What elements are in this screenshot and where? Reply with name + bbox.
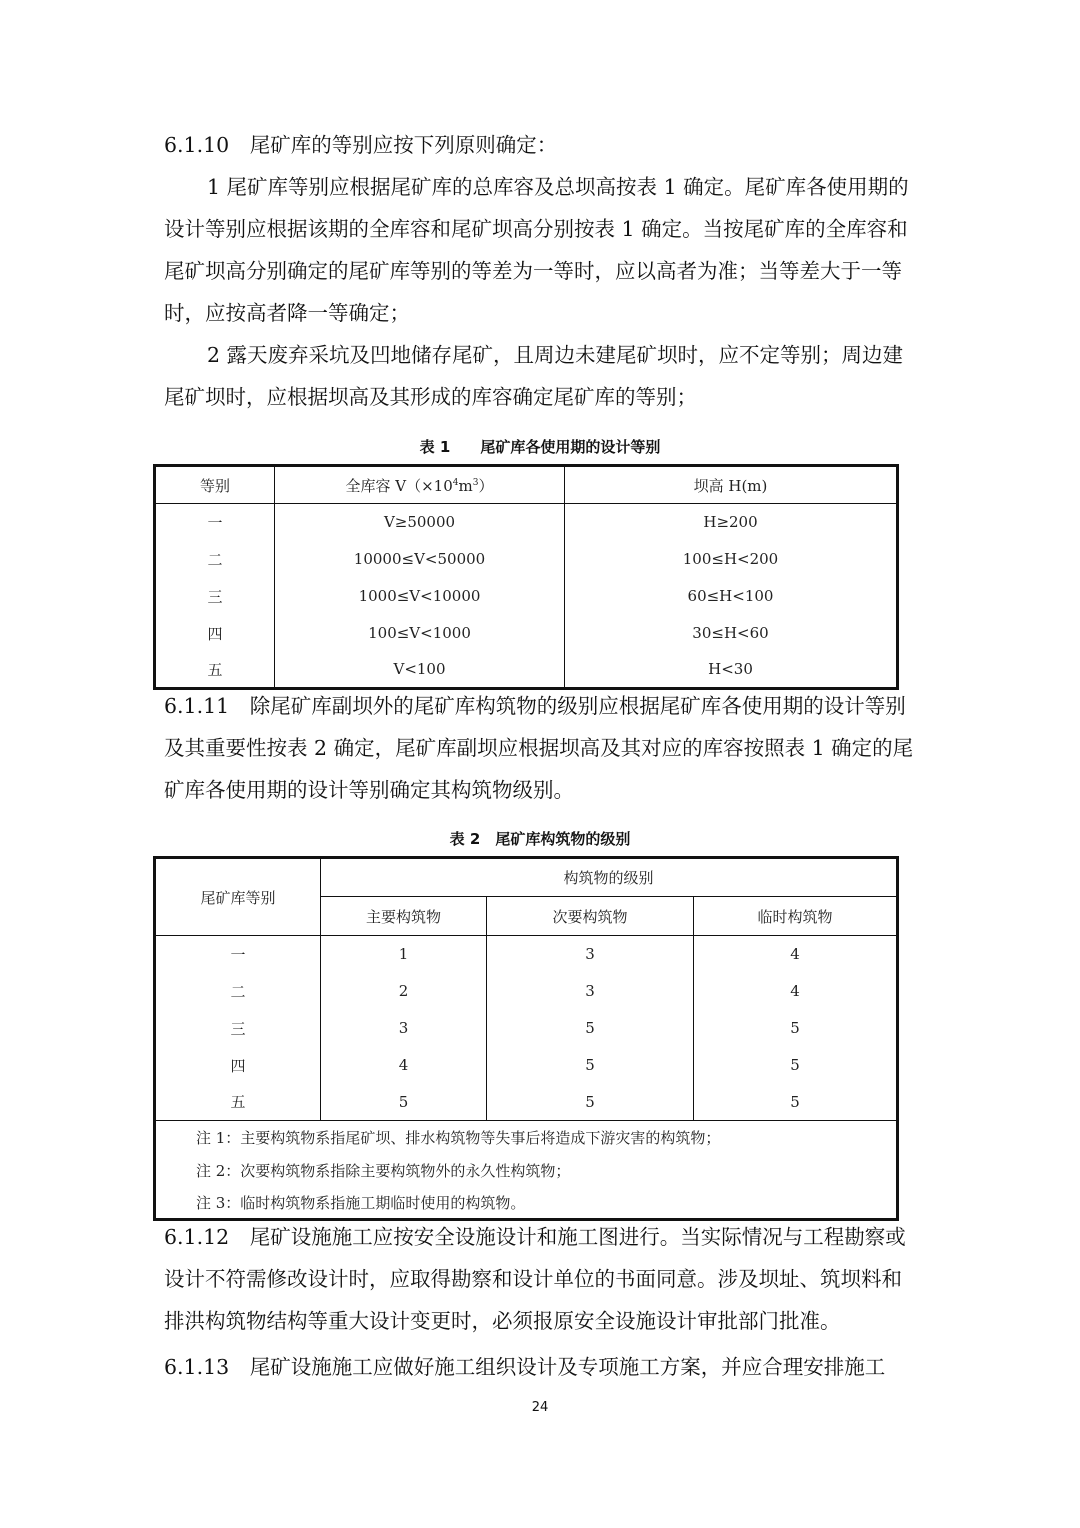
table-1-cell: 一 [207,513,223,532]
table-1-caption: 表 1 尾矿库各使用期的设计等别 [419,438,661,456]
table-1-cell: 三 [207,587,223,606]
table-2-cell: 一 [230,945,246,964]
table-2-header-grade: 尾矿库等别 [155,858,321,936]
table-row [155,504,898,541]
section-6-1-12: 6.1.12 尾矿设施施工应按安全设施设计和施工图进行。当实际情况与工程勘察或设计不符需修改设计时，应取得勘察和设计单位的书面同意。涉及坝址、筑坝料和排洪构筑物结构等重大设计变更时，必须报原安全设施设计审批部门批准。 [164,1225,906,1333]
table-1-cell: 100≤H<200 [565,541,898,578]
table-2-cell: 4 [694,973,898,1010]
table-2-cell: 二 [230,982,246,1001]
table-2-caption: 表 2 尾矿库构筑物的级别 [449,830,631,848]
page-number: 24 [531,1400,549,1415]
table-1-cell: 60≤H<100 [565,578,898,615]
table-1-cell: H<30 [565,652,898,689]
table-2-note-2: 注 2：次要构筑物系指除主要构筑物外的永久性构筑物； [196,1161,571,1180]
table-2-cell: 5 [694,1084,898,1121]
table-row [155,1084,898,1121]
table-row [155,936,898,973]
table-row [155,652,898,689]
table-1-header-capacity: 全库容 $V(\times 10^4m^3)$ [275,466,565,504]
table-2-header-secondary: 次要构筑物 [487,897,694,936]
table-row [155,1047,898,1084]
table-row [155,973,898,1010]
table-1-cell: 1000≤V<10000 [275,578,565,615]
section-6-1-10-item-1: 1 尾矿库等别应根据尾矿库的总库容及总坝高按表 1 确定。尾矿库各使用期的设计等别应根据该期的全库容和尾矿坝高分别按表 1 确定。当按尾矿库的全库容和尾矿坝高分别确定的尾矿库等别的等差为一等时，应以高者为准；当等差大于一等时，应按高者降一等确定； [164,175,909,325]
table-2-cell: 3 [321,1010,487,1047]
section-6-1-11: 6.1.11 除尾矿库副坝外的尾矿库构筑物的级别应根据尾矿库各使用期的设计等别及其重要性按表 2 确定，尾矿库副坝应根据坝高及其对应的库容按照表 1 确定的尾矿库各使用期的设计等别确定其构筑物级别。 [164,694,914,802]
section-6-1-10-item-2: 2 露天废弃采坑及凹地储存尾矿，且周边未建尾矿坝时，应不定等别；周边建尾矿坝时，应根据坝高及其形成的库容确定尾矿库的等别； [164,343,904,409]
table-1-cell: 五 [207,660,223,679]
table-2-header-group: 构筑物的级别 [321,858,898,897]
table-2 [153,856,899,1221]
table-1-cell: V<100 [275,652,565,689]
table-1-cell: 二 [207,550,223,569]
table-2-note-3: 注 3：临时构筑物系指施工期临时使用的构筑物。 [196,1193,526,1212]
table-2-cell: 五 [230,1093,246,1112]
table-1-cell: 10000≤V<50000 [275,541,565,578]
table-2-cell: 3 [487,973,694,1010]
table-2-header-main: 主要构筑物 [321,897,487,936]
table-1 [153,464,899,690]
section-6-1-13: 6.1.13 尾矿设施施工应做好施工组织设计及专项施工方案，并应合理安排施工 [164,1355,886,1379]
table-2-cell: 5 [694,1010,898,1047]
table-2-cell: 1 [321,936,487,973]
table-2-cell: 四 [230,1056,246,1075]
table-row [155,615,898,652]
table-1-cell: 30≤H<60 [565,615,898,652]
table-2-note-1: 注 1：主要构筑物系指尾矿坝、排水构筑物等失事后将造成下游灾害的构筑物； [155,1121,898,1154]
section-6-1-10-heading: 6.1.10 尾矿库的等别应按下列原则确定： [164,133,558,157]
table-2-header-temporary: 临时构筑物 [694,897,898,936]
table-2-cell: 3 [487,936,694,973]
table-1-header-height: 坝高 H(m) [565,466,898,504]
table-2-note [155,1154,898,1187]
table-2-cell: 4 [321,1047,487,1084]
table-row [155,541,898,578]
table-2-note [155,1187,898,1220]
table-1-cell: 四 [207,624,223,643]
table-2-cell: 5 [487,1010,694,1047]
table-2-cell: 5 [694,1047,898,1084]
table-2-cell: 三 [230,1019,246,1038]
table-2-cell: 5 [321,1084,487,1121]
table-row [155,1010,898,1047]
table-2-cell: 5 [487,1047,694,1084]
table-2-note [155,1121,898,1154]
table-1-cell: 100≤V<1000 [275,615,565,652]
table-2-cell: 2 [321,973,487,1010]
table-row [155,578,898,615]
table-1-cell: H≥200 [565,504,898,541]
table-1-header-grade: 等别 [155,466,275,504]
table-2-cell: 4 [694,936,898,973]
table-1-cell: V≥50000 [275,504,565,541]
table-2-cell: 5 [487,1084,694,1121]
